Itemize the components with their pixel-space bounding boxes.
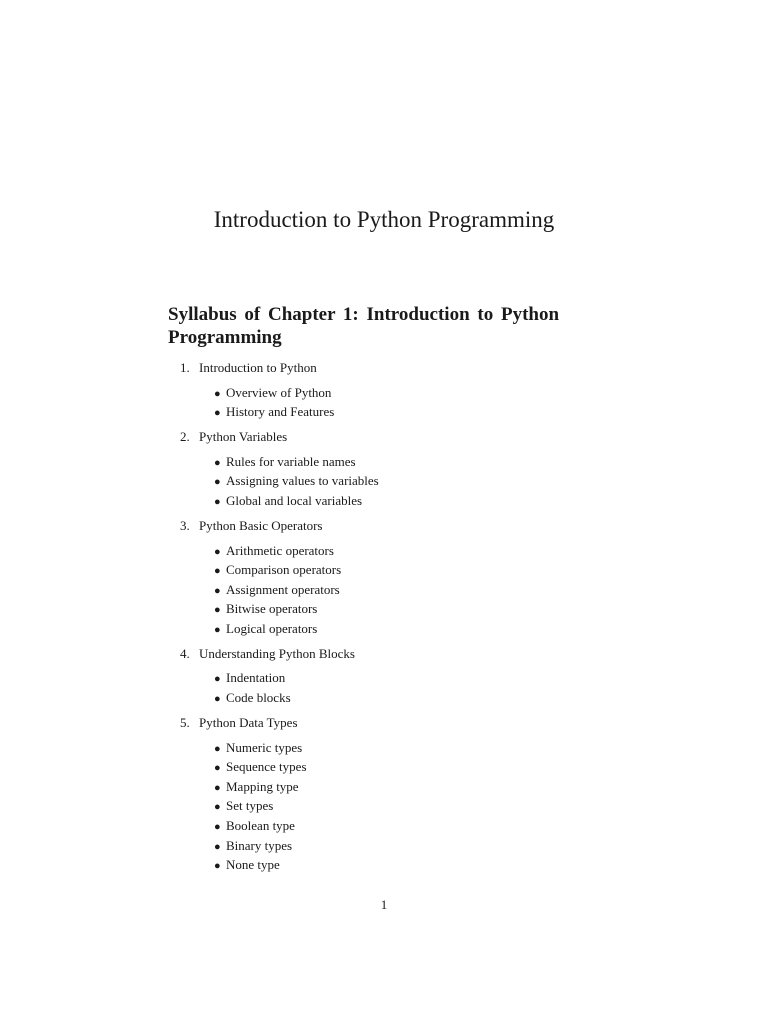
bullet-icon: ● bbox=[214, 860, 221, 873]
topic-title: Python Variables bbox=[199, 429, 288, 445]
subtopic-label: Assigning values to variables bbox=[226, 473, 379, 489]
bullet-icon: ● bbox=[214, 821, 221, 834]
subtopic-label: None type bbox=[226, 857, 280, 873]
subtopic-item bbox=[214, 619, 620, 639]
subtopic-label: Mapping type bbox=[226, 778, 299, 794]
document-title: Introduction to Python Programming bbox=[213, 207, 555, 232]
bullet-icon: ● bbox=[214, 742, 221, 755]
subtopic-item bbox=[214, 796, 620, 816]
bullet-icon: ● bbox=[214, 673, 221, 686]
subtopic-list bbox=[180, 452, 620, 511]
subtopic-label: Set types bbox=[226, 798, 274, 814]
bullet-icon: ● bbox=[214, 456, 221, 469]
bullet-icon: ● bbox=[214, 565, 221, 578]
subtopic-item bbox=[214, 855, 620, 875]
subtopic-item bbox=[214, 836, 620, 856]
bullet-icon: ● bbox=[214, 801, 221, 814]
bullet-icon: ● bbox=[214, 387, 221, 400]
subtopic-item bbox=[214, 668, 620, 688]
bullet-icon: ● bbox=[214, 545, 221, 558]
topic-number: 4. bbox=[180, 645, 190, 661]
topic-number: 1. bbox=[180, 360, 190, 375]
subtopic-item bbox=[214, 471, 620, 491]
topic-heading bbox=[180, 358, 620, 378]
subtopic-label: Arithmetic operators bbox=[226, 542, 334, 558]
subtopic-item bbox=[214, 541, 620, 561]
subtopic-label: Sequence types bbox=[226, 759, 307, 775]
subtopic-label: Boolean type bbox=[226, 818, 295, 834]
section-heading: Syllabus of Chapter 1: Introduction to Python Programming bbox=[168, 304, 560, 348]
syllabus-topic bbox=[180, 358, 620, 422]
bullet-icon: ● bbox=[214, 584, 221, 597]
subtopic-label: Binary types bbox=[226, 837, 293, 853]
topic-number: 2. bbox=[180, 429, 190, 445]
subtopic-item bbox=[214, 580, 620, 600]
syllabus-topic bbox=[180, 644, 620, 708]
subtopic-label: Comparison operators bbox=[226, 562, 342, 578]
subtopic-item bbox=[214, 402, 620, 422]
subtopic-list bbox=[180, 383, 620, 422]
syllabus-list bbox=[180, 358, 620, 880]
subtopic-label: Numeric types bbox=[226, 739, 303, 755]
bullet-icon: ● bbox=[214, 495, 221, 508]
topic-number: 3. bbox=[180, 517, 190, 533]
topic-title: Python Basic Operators bbox=[199, 517, 323, 533]
subtopic-item bbox=[214, 688, 620, 708]
bullet-icon: ● bbox=[214, 693, 221, 706]
subtopic-label: Overview of Python bbox=[226, 384, 332, 400]
bullet-icon: ● bbox=[214, 407, 221, 420]
subtopic-list bbox=[180, 738, 620, 875]
subtopic-item bbox=[214, 777, 620, 797]
syllabus-topic bbox=[180, 516, 620, 639]
subtopic-item bbox=[214, 738, 620, 758]
subtopic-item bbox=[214, 757, 620, 777]
syllabus-topic bbox=[180, 713, 620, 875]
subtopic-item bbox=[214, 452, 620, 472]
subtopic-item bbox=[214, 491, 620, 511]
subtopic-label: Rules for variable names bbox=[226, 453, 356, 469]
bullet-icon: ● bbox=[214, 623, 221, 636]
subtopic-label: Global and local variables bbox=[226, 492, 363, 508]
subtopic-label: Assignment operators bbox=[226, 581, 340, 597]
bullet-icon: ● bbox=[214, 840, 221, 853]
topic-heading bbox=[180, 713, 620, 733]
topic-number: 5. bbox=[180, 715, 190, 731]
subtopic-list bbox=[180, 668, 620, 707]
subtopic-label: Bitwise operators bbox=[226, 601, 318, 617]
subtopic-item bbox=[214, 599, 620, 619]
topic-title: Introduction to Python bbox=[199, 360, 317, 375]
topic-title: Python Data Types bbox=[199, 715, 298, 731]
bullet-icon: ● bbox=[214, 762, 221, 775]
subtopic-item bbox=[214, 816, 620, 836]
subtopic-label: Code blocks bbox=[226, 690, 291, 706]
syllabus-topic bbox=[180, 427, 620, 510]
bullet-icon: ● bbox=[214, 476, 221, 489]
subtopic-item bbox=[214, 560, 620, 580]
page-number: 1 bbox=[380, 897, 388, 912]
topic-heading bbox=[180, 644, 620, 664]
topic-heading bbox=[180, 516, 620, 536]
subtopic-label: Indentation bbox=[226, 670, 286, 686]
subtopic-label: Logical operators bbox=[226, 620, 318, 636]
topic-title: Understanding Python Blocks bbox=[199, 645, 355, 661]
subtopic-label: History and Features bbox=[226, 404, 335, 420]
bullet-icon: ● bbox=[214, 604, 221, 617]
subtopic-list bbox=[180, 541, 620, 639]
bullet-icon: ● bbox=[214, 781, 221, 794]
topic-heading bbox=[180, 427, 620, 447]
subtopic-item bbox=[214, 383, 620, 403]
